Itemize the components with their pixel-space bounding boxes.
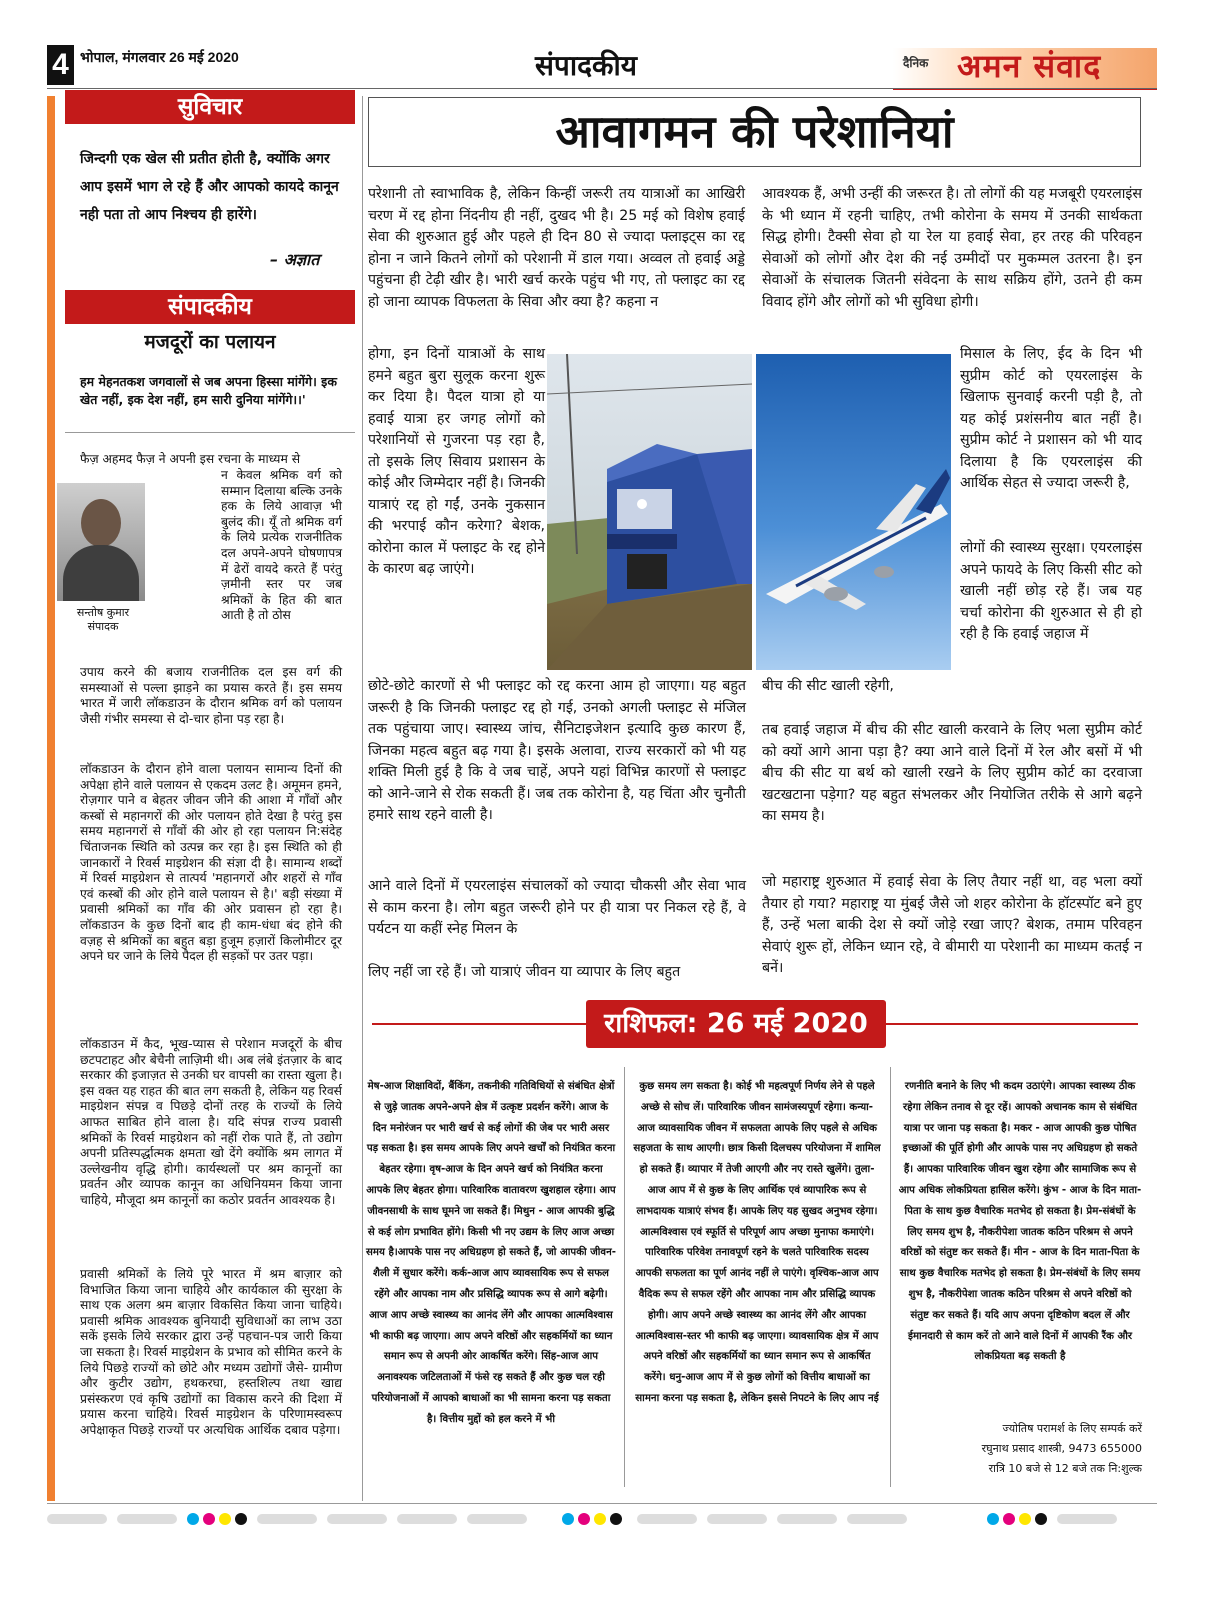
rashifal-banner: राशिफल: 26 मई 2020	[586, 1000, 886, 1048]
header-rule	[47, 88, 1157, 89]
section-heading: संपादकीय	[535, 49, 637, 82]
article-col1-narrow: होगा, इन दिनों यात्राओं के साथ हमने बहुत बुरा सुलूक करना शुरू कर दिया है। पैदल यात्रा हो या हवाई यात्रा हर जगह लोगों को परेशानियों से गुजरना पड़ रहा है, तो इसके लिए सिवाय प्रशासन के कोई और जिम्मेदार नहीं है। जिनकी यात्राएं रद्द हो गईं, उनके नुकसान की भरपाई कौन करेगा? बेशक, कोरोना काल में फ्लाइट के रद्द होने के कारण बढ़ जाएंगे।	[368, 346, 545, 577]
rashifal-col-2: कुछ समय लग सकता है। कोई भी महत्वपूर्ण निर्णय लेने से पहले अच्छे से सोच लें। पारिवारिक जीवन सामंजस्यपूर्ण रहेगा। कन्या- आज व्यावसायिक जीवन में सफलता आपके लिए पहले से अधिक सहजता के साथ आएगी। छात्र किसी दिलचस्प परियोजना में शामिल हो सकते हैं। व्यापार में तेजी आएगी और नए रास्ते खुलेंगे। तुला-आज आप में से कुछ के लिए आर्थिक एवं व्यापारिक रूप से लाभदायक यात्राएं संभव हैं। आपके लिए यह सुखद अनुभव रहेगा। आत्मविश्वास एवं स्फूर्ति से परिपूर्ण आप अच्छा मुनाफा कमाएंगे। पारिवारिक परिवेश तनावपूर्ण रहने के चलते पारिवारिक सदस्य आपकी सफलता का पूर्ण आनंद नहीं ले पाएंगे। वृश्चिक-आज आप वैदिक रूप से सफल रहेंगे और आपका नाम और प्रसिद्धि व्यापक होगी। आप अपने अच्छे स्वास्थ्य का आनंद लेंगे और आपका आत्मविश्वास-स्तर भी काफी बढ़ जाएगा। व्यावसायिक क्षेत्र में आप अपने वरिष्ठों और सहकर्मियों का ध्यान समान रूप से आकर्षित करेंगे। धनु-आज आप में से कुछ लोगों को वित्तीय बाधाओं का सामना करना पड़ सकता है, लेकिन इससे निपटने के लिए आप नई	[633, 1081, 881, 1404]
suvichar-text: जिन्दगी एक खेल सी प्रतीत होती है, क्योंकि अगर आप इसमें भाग ले रहे हैं और आपको कायदे कानून नही पता तो आप निश्चय ही हारेंगे।	[80, 151, 339, 223]
editorial-intro: फैज़ अहमद फैज़ ने अपनी इस रचना के माध्यम से	[80, 452, 301, 466]
left-color-strip	[47, 96, 55, 1501]
masthead-title: अमन संवाद	[957, 47, 1102, 85]
author-name: सन्तोष कुमार	[76, 606, 130, 619]
airplane-photo	[756, 354, 951, 670]
suvichar-banner: सुविचार	[65, 90, 355, 124]
rashifal-col-1: मेष-आज शिक्षाविदों, बैंकिंग, तकनीकी गतिविधियों से संबंधित क्षेत्रों से जुड़े जातक अपने-अपने क्षेत्र में उत्कृष्ट प्रदर्शन करेंगे। आज के दिन मनोरंजन पर भारी खर्च से कई लोगों की जेब पर भारी असर पड़ सकता है। इस समय आपके लिए अपने खर्चों को नियंत्रित करना बेहतर रहेगा। वृष-आज के दिन अपने खर्च को नियंत्रित करना आपके लिए बेहतर होगा। पारिवारिक वातावरण खुशहाल रहेगा। आप जीवनसाथी के साथ घूमने जा सकते हैं। मिथुन - आज आपकी बुद्धि से कई लोग प्रभावित होंगे। किसी भी नए उद्यम के लिए आज अच्छा समय है।आपके पास नए अधिग्रहण हो सकते हैं, जो आपकी जीवन-शैली में सुधार करेंगे। कर्क-आज आप व्यावसायिक रूप से सफल रहेंगे और आपका नाम और प्रसिद्धि व्यापक रूप से आगे बढ़ेगी। आज आप अच्छे स्वास्थ्य का आनंद लेंगे और आपका आत्मविश्वास भी काफी बढ़ जाएगा। आप अपने वरिष्ठों और सहकर्मियों का ध्यान समान रूप से अपनी ओर आकर्षित करेंगे। सिंह-आज आप अनावश्यक जटिलताओं में फंसे रह सकते हैं और कुछ चल रही परियोजनाओं में आपको बाधाओं का भी सामना करना पड़ सकता है। वित्तीय मुद्दों को हल करने में भी	[366, 1081, 616, 1425]
footer-rule	[47, 1503, 1157, 1504]
article-col1-para3: आने वाले दिनों में एयरलाइंस संचालकों को ज्यादा चौकसी और सेवा भाव से काम करना है। लोग बहुत जरूरी होने पर ही यात्रा पर निकल रहे हैं, वे पर्यटन या कहीं स्नेह मिलन के	[368, 878, 746, 937]
author-photo	[57, 483, 145, 601]
contact-line-2: रघुनाथ प्रसाद शास्त्री, 9473 655000	[981, 1442, 1142, 1455]
suvichar-author: – अज्ञात	[270, 250, 320, 269]
article-col1-top: परेशानी तो स्वाभाविक है, लेकिन किन्हीं जरूरी तय यात्राओं का आखिरी चरण में रद्द होना निंदनीय ही नहीं, दुखद भी है। 25 मई को विशेष हवाई सेवा की शुरुआत हुई और पहले ही दिन 80 से ज्यादा फ्लाइट्स का रद्द होना न जाने कितने लोगों को परेशानी में डाल गया। अव्वल तो हवाई अड्डे पहुंचना ही टेढ़ी खीर है। भारी खर्च करके पहुंच भी गए, तो फ्लाइट का रद्द हो जाना व्यापक विफलता के सिवा और क्या है? कहना न	[368, 186, 745, 310]
article-col2-narrow-1: मिसाल के लिए, ईद के दिन भी सुप्रीम कोर्ट को एयरलाइंस के खिलाफ सुनवाई करनी पड़ी है, तो यह कोई प्रशंसनीय बात नहीं है। सुप्रीम कोर्ट ने प्रशासन को भी याद दिलाया है कि एयरलाइंस की आर्थिक सेहत से ज्यादा जरूरी है,	[960, 346, 1142, 491]
contact-line-3: रात्रि 10 बजे से 12 बजे तक नि:शुल्क	[988, 1462, 1142, 1475]
contact-line-1: ज्योतिष परामर्श के लिए सम्पर्क करें	[1002, 1422, 1142, 1435]
rashifal-divider-1	[624, 1067, 625, 1487]
editorial-subtitle: मजदूरों का पलायन	[144, 331, 276, 353]
column-divider	[362, 96, 363, 1501]
astrologer-contact	[898, 1419, 1142, 1479]
editorial-banner: संपादकीय	[65, 290, 355, 324]
editorial-para-4: प्रवासी श्रमिकों के लिये पूरे भारत में श्रम बाज़ार को विभाजित किया जाना चाहिये और कार्यकाल की सुरक्षा के साथ एक अलग श्रम बाज़ार विकसित किया जाना चाहिये। प्रवासी श्रमिक आवश्यक बुनियादी सुविधाओं का लाभ उठा सकें इसके लिये सरकार द्वारा उन्हें पहचान-पत्र जारी किया जा सकता है। रिवर्स माइग्रेशन के प्रभाव को सीमित करने के लिये पिछड़े राज्यों को छोटे और मध्यम उद्योगों जैसे- ग्रामीण और कुटीर उद्योग, हथकरघा, हस्तशिल्प तथा खाद्य प्रसंस्करण एवं कृषि उद्योगों का विकास करने की दिशा में प्रयास करना चाहिये। रिवर्स माइग्रेशन के परिणामस्वरूप अपेक्षाकृत पिछड़े राज्यों पर अत्यधिक आर्थिक दबाव पड़ेगा।	[80, 1267, 342, 1437]
author-role: संपादक	[87, 620, 119, 633]
editorial-para-2: लॉकडाउन के दौरान होने वाला पलायन सामान्य दिनों की अपेक्षा होने वाले पलायन से एकदम उलट है। अमूमन हमने, रोज़गार पाने व बेहतर जीवन जीने की आशा में गाँवों और कस्बों से महानगरों की ओर पलायन होते देखा है परंतु इस समय महानगरों से गाँवों की ओर हो रहा पलायन नि:संदेह चिंताजनक स्थिति को उत्पन्न कर रहा है। इस स्थिति को ही जानकारों ने रिवर्स माइग्रेशन की संज्ञा दी है। सामान्य शब्दों में रिवर्स माइग्रेशन से तात्पर्य 'महानगरों और शहरों से गाँव एवं कस्बों की ओर होने वाले पलायन से है।' बड़ी संख्या में प्रवासी श्रमिकों का गाँव की ओर प्रवासन हो रहा है। लॉकडाउन के कुछ दिनों बाद ही काम-धंधा बंद होने की वज़ह से श्रमिकों का बहुत बड़ा हुजूम हज़ारों किलोमीटर दूर अपने घर जाने के लिये पैदल ही सड़कों पर उतर पड़ा।	[80, 762, 342, 964]
article-col2-narrow-2: लोगों की स्वास्थ्य सुरक्षा। एयरलाइंस अपने फायदे के लिए किसी सीट को खाली नहीं छोड़ रहे हैं। जब यह चर्चा कोरोना की शुरुआत से ही हो रही है कि हवाई जहाज में	[960, 540, 1142, 642]
article-col2-top: आवश्यक हैं, अभी उन्हीं की जरूरत है। तो लोगों की यह मजबूरी एयरलाइंस के भी ध्यान में रहनी चाहिए, तभी कोरोना के समय में उनकी सार्थकता सिद्ध होगी। टैक्सी सेवा हो या रेल या हवाई सेवा, हर तरह की परिवहन सेवाओं को लोगों और देश की नई उम्मीदों पर मुकम्मल उतरना है। इन सेवाओं के संचालक जितनी संवेदना के साथ सक्रिय होंगे, उतने ही कम विवाद होंगे और लोगों को भी सुविधा होगी।	[762, 186, 1142, 310]
article-col2-para3: तब हवाई जहाज में बीच की सीट खाली करवाने के लिए भला सुप्रीम कोर्ट को क्यों आगे आना पड़ा है? क्या आने वाले दिनों में रेल और बसों में भी बीच की सीट या बर्थ को खाली रखने के लिए सुप्रीम कोर्ट का दरवाजा खटखटाना पड़ेगा? यह बहुत संभलकर और नियोजित तरीके से आगे बढ़ने का समय है।	[762, 722, 1142, 824]
rashifal-col-3: रणनीति बनाने के लिए भी कदम उठाएंगे। आपका स्वास्थ्य ठीक रहेगा लेकिन तनाव से दूर रहें। आपको अचानक काम से संबंधित यात्रा पर जाना पड़ सकता है। मकर - आज आपकी कुछ पोषित इच्छाओं की पूर्ति होगी और आपके पास नए अधिग्रहण हो सकते हैं। आपका पारिवारिक जीवन खुश रहेगा और सामाजिक रूप से आप अधिक लोकप्रियता हासिल करेंगे। कुंभ - आज के दिन माता-पिता के साथ कुछ वैचारिक मतभेद हो सकता है। प्रेम-संबंधों के लिए समय शुभ है, नौकरीपेशा जातक कठिन परिश्रम से अपने वरिष्ठों को संतुष्ट कर सकते हैं। मीन - आज के दिन माता-पिता के साथ कुछ वैचारिक मतभेद हो सकता है। प्रेम-संबंधों के लिए समय शुभ है, नौकरीपेशा जातक कठिन परिश्रम से अपने वरिष्ठों को संतुष्ट कर सकते हैं। यदि आप अपना दृष्टिकोण बदल लें और ईमानदारी से काम करें तो आने वाले दिनों में आपकी रैंक और लोकप्रियता बढ़ सकती है	[898, 1081, 1142, 1363]
article-col1-para4: लिए नहीं जा रहे हैं। जो यात्राएं जीवन या व्यापार के लिए बहुत	[368, 964, 681, 980]
masthead	[893, 48, 1157, 90]
editorial-quote: हम मेहनतकश जगवालों से जब अपना हिस्सा मांगेंगे। इक खेत नहीं, इक देश नहीं, हम सारी दुनिया मांगेंगे।।'	[80, 374, 337, 407]
article-col2-para4: जो महाराष्ट्र शुरुआत में हवाई सेवा के लिए तैयार नहीं था, वह भला क्यों तैयार हो गया? महाराष्ट्र या मुंबई जैसे जो शहर कोरोना के हॉटस्पॉट बने हुए हैं, उन्हें भला बाकी देश से क्यों जोड़े रखा जाए? बेशक, तमाम परिवहन सेवाएं शुरू हों, लेकिन ध्यान रहे, वे बीमारी या परेशानी का माध्यम कतई न बनें।	[762, 874, 1142, 976]
dateline: भोपाल, मंगलवार 26 मई 2020	[80, 49, 239, 65]
quote-rule	[65, 432, 355, 433]
page-number: 4	[47, 45, 74, 85]
article-col1-para2: छोटे-छोटे कारणों से भी फ्लाइट को रद्द करना आम हो जाएगा। यह बहुत जरूरी है कि जिनकी फ्लाइट रद्द हो गई, उनको अगली फ्लाइट से मंजिल तक पहुंचाया जाए। स्वास्थ्य जांच, सैनिटाइजेशन इत्यादि कुछ कारण हैं, जिनका महत्व बहुत बढ़ गया है। इसके अलावा, राज्य सरकारों को भी यह शक्ति मिली हुई है कि वे जब चाहें, अपने यहां विभिन्न कारणों से फ्लाइट को आने-जाने से रोक सकती हैं। जब तक कोरोना है, यह चिंता और चुनौती हमारे साथ रहने वाली है।	[368, 678, 746, 823]
article-title: आवागमन की परेशानियां	[368, 97, 1141, 167]
editorial-wrap-text: न केवल श्रमिक वर्ग को सम्मान दिलाया बल्कि उनके हक के लिये आवाज़ भी बुलंद की। यूँ तो श्रमिक वर्ग के लिये प्रत्येक राजनीतिक दल अपने-अपने घोषणापत्र में ढेरों वायदे करते हैं परंतु ज़मीनी स्तर पर जब श्रमिकों के हित की बात आती है तो ठोस	[221, 468, 342, 623]
train-photo	[547, 354, 752, 670]
masthead-prefix: दैनिक	[903, 56, 929, 70]
editorial-para-3: लॉकडाउन में कैद, भूख-प्यास से परेशान मजदूरों के बीच छटपटाहट और बेचैनी लाज़िमी थी। अब लंबे इंतज़ार के बाद सरकार की इजाज़त से उनकी घर वापसी का रास्ता खुला है। इस वक्त यह राहत की बात लग सकती है, लेकिन यह रिवर्स माइग्रेशन संपन्न व पिछड़े दोनों तरह के राज्यों के लिये आफत साबित होने वाला है। यदि संपन्न राज्य प्रवासी श्रमिकों के रिवर्स माइग्रेशन को नहीं रोक पाते हैं, तो उद्योग अपनी प्रतिस्पर्द्धात्मक क्षमता खो देंगे क्योंकि श्रम लागत में उल्लेखनीय वृद्धि होगी। कार्यस्थलों पर श्रम कानूनों का प्रवर्तन और व्यापक कानून का अधिनियमन किया जाना चाहिये, मौजूदा श्रम कानूनों का कठोर प्रवर्तन आवश्यक है।	[80, 1037, 342, 1207]
editorial-para-1: उपाय करने की बजाय राजनीतिक दल इस वर्ग की समस्याओं से पल्ला झाड़ने का प्रयास करते हैं। इस समय भारत में जारी लॉकडाउन के दौरान श्रमिक वर्ग को पलायन जैसी गंभीर समस्या से दो-चार होना पड़ रहा है।	[80, 665, 342, 726]
article-col2-para2: बीच की सीट खाली रहेगी,	[762, 678, 894, 694]
author-caption	[60, 606, 146, 634]
rashifal-divider-2	[890, 1067, 891, 1487]
print-registration-marks	[47, 1513, 1157, 1525]
